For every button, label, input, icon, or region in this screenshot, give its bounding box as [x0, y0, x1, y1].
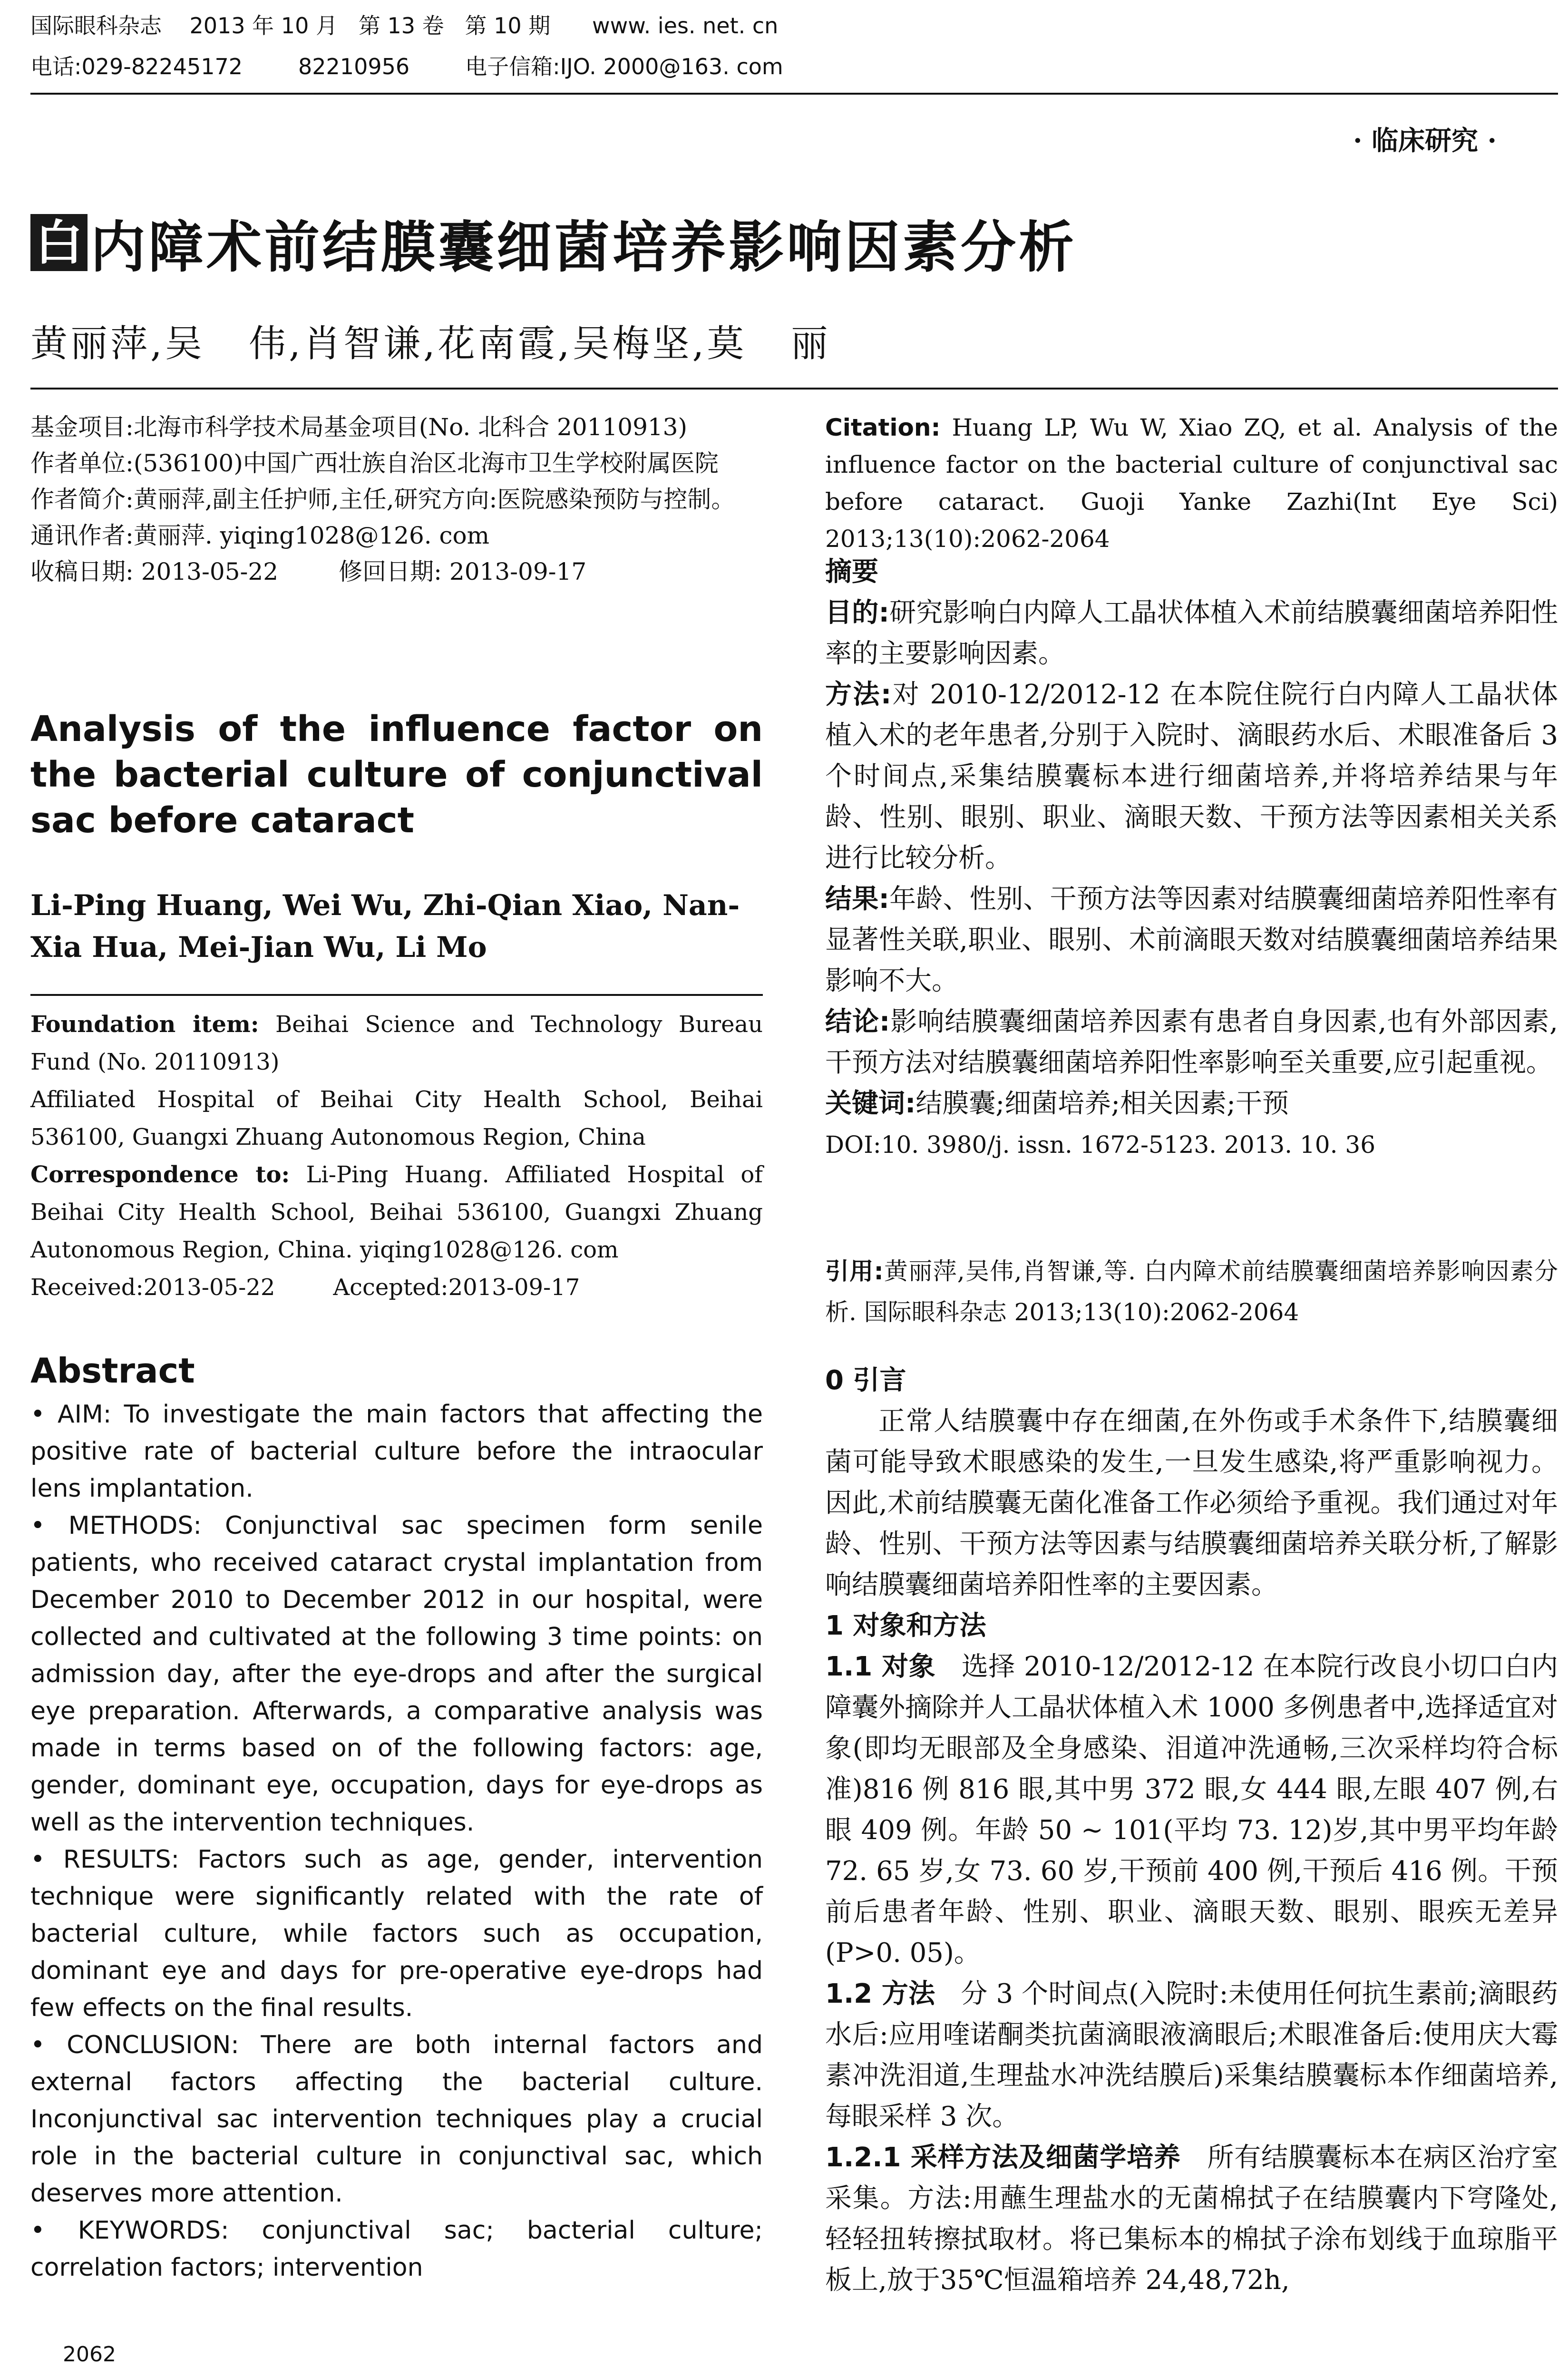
header-divider	[30, 93, 1558, 95]
citation-text: Huang LP, Wu W, Xiao ZQ, et al. Analysis of the influence factor on the bacterial culture of conjunctival sac before cataract. Guoji Yanke Zazhi(Int Eye Sci) 2013;13(10):2062-2064	[825, 414, 1558, 553]
results-cn-text: 年龄、性别、干预方法等因素对结膜囊细菌培养阳性率有显著性关联,职业、眼别、术前滴眼天数对结膜囊细菌培养结果影响不大。	[825, 884, 1558, 996]
foundation-text: Beihai Science and Technology Bureau Fund (No. 20110913)	[30, 1011, 763, 1075]
methods-cn-label: 方法:	[825, 679, 892, 710]
citation-label: Citation:	[825, 414, 941, 441]
correspondence-label: Correspondence to:	[30, 1161, 290, 1188]
foundation-label: Foundation item:	[30, 1011, 259, 1038]
meta-dates: 收稿日期: 2013-05-22 修回日期: 2013-09-17	[30, 558, 587, 585]
page-number: 2062	[63, 2342, 116, 2367]
section-1-2-label: 1.2 方法	[825, 1978, 935, 2009]
section-1-1-label: 1.1 对象	[825, 1651, 936, 1682]
keywords-cn-label: 关键词:	[825, 1088, 916, 1119]
title-dropcap: 白	[30, 214, 88, 271]
doi: DOI:10. 3980/j. issn. 1672-5123. 2013. 10. 36	[825, 1131, 1376, 1159]
abstract-body	[30, 1396, 763, 2286]
body-text	[825, 1360, 1567, 2301]
methods-cn-text: 对 2010-12/2012-12 在本院住院行白内障人工晶状体植入术的老年患者,分别于入院时、滴眼药水后、术眼准备后 3 个时间点,采集结膜囊标本进行细菌培养,并将培养结果与年龄、性别、眼别、职业、滴眼天数、干预方法等因素相关关系进行比较分析。	[825, 679, 1558, 874]
left-divider	[30, 994, 763, 996]
meta-affiliation: 作者单位:(536100)中国广西壮族自治区北海市卫生学校附属医院	[30, 449, 719, 477]
meta-foundation: 基金项目:北海市科学技术局基金项目(No. 北科合 20110913)	[30, 413, 688, 441]
intro-heading: 0 引言	[825, 1365, 906, 1396]
dates-en: Received:2013-05-22 Accepted:2013-09-17	[30, 1274, 580, 1301]
abstract-heading: Abstract	[30, 1351, 195, 1391]
reference-text: 黄丽萍,吴伟,肖智谦,等. 白内障术前结膜囊细菌培养影响因素分析. 国际眼科杂志 2013;13(10):2062-2064	[825, 1257, 1558, 1326]
conclusion-cn-text: 影响结膜囊细菌培养因素有患者自身因素,也有外部因素,干预方法对结膜囊细菌培养阳性率影响至关重要,应引起重视。	[825, 1006, 1558, 1078]
meta-cn	[30, 409, 763, 590]
results-cn-label: 结果:	[825, 884, 889, 915]
abstract-cn	[825, 552, 1558, 1165]
section-label: · 临床研究 ·	[1353, 125, 1497, 156]
keywords-cn-text: 结膜囊;细菌培养;相关因素;干预	[915, 1088, 1289, 1119]
meta-correspondence: 通讯作者:黄丽萍. yiqing1028@126. com	[30, 522, 490, 549]
article-title	[30, 207, 1077, 278]
aim-cn-label: 目的:	[825, 597, 889, 628]
reference-label: 引用:	[825, 1257, 884, 1285]
authors-cn: 黄丽萍,吴 伟,肖智谦,花南霞,吴梅坚,莫 丽	[30, 322, 831, 365]
section1-heading: 1 对象和方法	[825, 1610, 986, 1641]
aim-cn-text: 研究影响白内障人工晶状体植入术前结膜囊细菌培养阳性率的主要影响因素。	[825, 597, 1558, 669]
citation-block	[825, 409, 1558, 557]
title-divider	[30, 388, 1558, 390]
correspondence-text: Li-Ping Huang. Affiliated Hospital of Beihai City Health School, Beihai 536100, Guangxi Zhuang Autonomous Region, China. yiqing1028@126. com	[30, 1161, 763, 1263]
section-1-2-text: 分 3 个时间点(入院时:未使用任何抗生素前;滴眼药水后:应用喹诺酮类抗菌滴眼液滴眼后;术眼准备后:使用庆大霉素冲洗泪道,生理盐水冲洗结膜后)采集结膜囊标本作细菌培养,每眼采样 3 次。	[825, 1978, 1558, 2132]
abstract-results: • RESULTS: Factors such as age, gender, intervention technique were significantly related with the rate of bacterial culture, while factors such as occupation, dominant eye and days for pre-operative eye-drops had few effects on the final results.	[30, 1845, 763, 2022]
abstract-aim: • AIM: To investigate the main factors that affecting the positive rate of bacterial culture before the intraocular lens implantation.	[30, 1400, 763, 1503]
meta-author-bio: 作者简介:黄丽萍,副主任护师,主任,研究方向:医院感染预防与控制。	[30, 486, 735, 513]
title-text: 内障术前结膜囊细菌培养影响因素分析	[90, 215, 1077, 280]
intro-text: 正常人结膜囊中存在细菌,在外伤或手术条件下,结膜囊细菌可能导致术眼感染的发生,一旦发生感染,将严重影响视力。因此,术前结膜囊无菌化准备工作必须给予重视。我们通过对年龄、性别、干预方法等因素与结膜囊细菌培养关联分析,了解影响结膜囊细菌培养阳性率的主要因素。	[825, 1406, 1558, 1600]
section-1-1-text: 选择 2010-12/2012-12 在本院行改良小切口白内障囊外摘除并人工晶状体植入术 1000 多例患者中,选择适宜对象(即均无眼部及全身感染、泪道冲洗通畅,三次采样均符合标准)816 例 816 眼,其中男 372 眼,女 444 眼,左眼 407 例,右眼 409 例。年龄 50 ~ 101(平均 73. 12)岁,其中男平均年龄 72. 65 岁,女 73. 60 岁,干预前 400 例,干预后 416 例。干预前后患者年龄、性别、职业、滴眼天数、眼别、眼疾无差异(P>0. 05)。	[825, 1651, 1567, 1968]
abstract-keywords: • KEYWORDS: conjunctival sac; bacterial culture; correlation factors; intervention	[30, 2216, 763, 2282]
section-1-2-1-text: 所有结膜囊标本在病区治疗室采集。方法:用蘸生理盐水的无菌棉拭子在结膜囊内下穹隆处,轻轻扭转擦拭取材。将已集标本的棉拭子涂布划线于血琼脂平板上,放于35℃恒温箱培养 24,48,72h,	[825, 2142, 1558, 2296]
abstract-methods: • METHODS: Conjunctival sac specimen form senile patients, who received cataract crystal implantation from December 2010 to December 2012 in our hospital, were collected and cultivated at the following 3 time points: on admission day, after the eye-drops and after the surgical eye preparation. Afterwards, a comparative analysis was made in terms based on of the following factors: age, gender, dominant eye, occupation, days for eye-drops as well as the intervention techniques.	[30, 1511, 763, 1837]
affiliation-en: Affiliated Hospital of Beihai City Health School, Beihai 536100, Guangxi Zhuang Autonomous Region, China	[30, 1086, 763, 1150]
conclusion-cn-label: 结论:	[825, 1006, 890, 1037]
abstract-conclusion: • CONCLUSION: There are both internal factors and external factors affecting the bacterial culture. Inconjunctival sac intervention techniques play a crucial role in the bacterial culture in conjunctival sac, which deserves more attention.	[30, 2031, 763, 2208]
english-title: Analysis of the influence factor on the bacterial culture of conjunctival sac before cataract	[30, 709, 763, 841]
english-authors: Li-Ping Huang, Wei Wu, Zhi-Qian Xiao, Nan-Xia Hua, Mei-Jian Wu, Li Mo	[30, 889, 740, 964]
foundation-block	[30, 1006, 763, 1306]
reference-block	[825, 1251, 1558, 1333]
section-1-2-1-label: 1.2.1 采样方法及细菌学培养	[825, 2142, 1181, 2173]
journal-header-line2: 电话:029-82245172 82210956 电子信箱:IJO. 2000@163. com	[30, 54, 783, 79]
abstract-cn-heading: 摘要	[825, 556, 878, 587]
journal-header-line1: 国际眼科杂志 2013 年 10 月 第 13 卷 第 10 期 www. ies. net. cn	[30, 13, 779, 39]
